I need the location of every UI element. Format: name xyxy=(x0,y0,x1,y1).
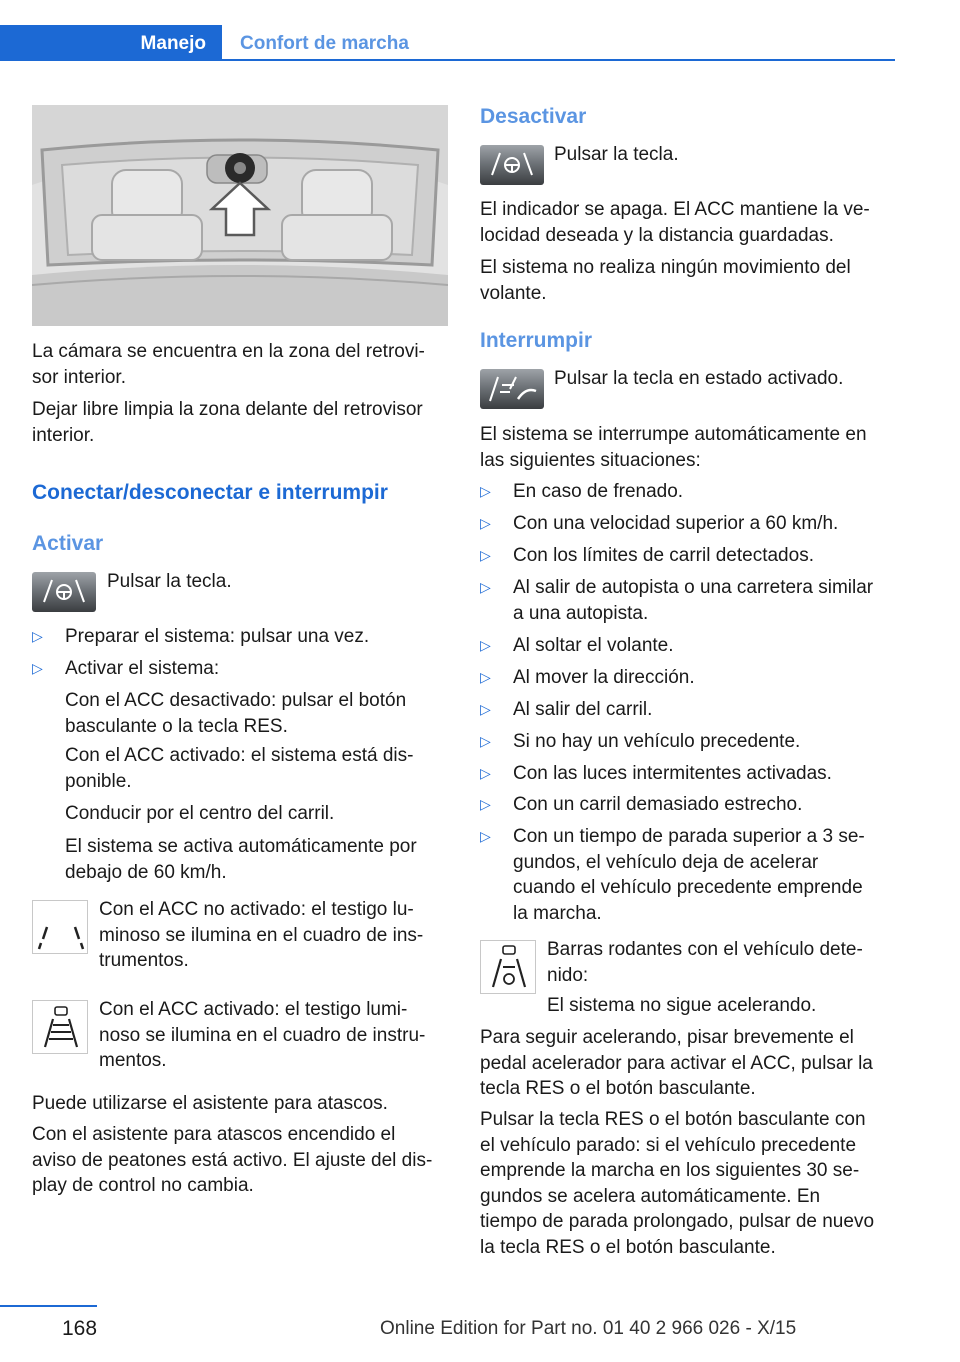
bullet-triangle-icon: ▷ xyxy=(480,701,491,717)
indicator-not-active-text: Con el ACC no activado: el testigo lu- minoso se ilumina en el cuadro de ins- trumentos. xyxy=(99,899,424,971)
header-rule xyxy=(0,59,895,61)
sub-paragraph: Conducir por el centro del carril. xyxy=(65,803,335,824)
sub-paragraph: Con el ACC activado: el sistema está dis- ponible. xyxy=(65,745,414,792)
page-number: 168 xyxy=(62,1317,98,1340)
bullet-triangle-icon: ▷ xyxy=(32,660,43,676)
sub-paragraph: El sistema se activa automáticamente por debajo de 60 km/h. xyxy=(65,836,417,883)
bullet-triangle-icon: ▷ xyxy=(480,547,491,563)
bullet-triangle-icon: ▷ xyxy=(480,637,491,653)
indicator-stopped-text: Barras rodantes con el vehículo dete- nido: xyxy=(547,939,863,986)
section-heading: Conectar/desconectar e interrumpir xyxy=(32,481,388,504)
activar-press-key: Pulsar la tecla. xyxy=(107,571,232,592)
tab-confort-de-marcha[interactable]: Confort de marcha xyxy=(240,33,409,54)
sub-paragraph: Con el ACC desactivado: pulsar el botón basculante o la tecla RES. xyxy=(65,690,407,737)
paragraph: Para seguir acelerando, pisar brevemente el pedal acelerador para activar el ACC, pulsar la tecla RES o el botón basculante. xyxy=(480,1027,873,1099)
footer-rule xyxy=(0,1305,97,1307)
camera-instruction: Dejar libre limpia la zona delante del retrovisor interior. xyxy=(32,399,423,446)
paragraph: El indicador se apaga. El ACC mantiene la ve- locidad deseada y la distancia guardadas. xyxy=(480,199,870,246)
indicator-active-text: Con el ACC activado: el testigo lumi- noso se ilumina en el cuadro de instru- mentos. xyxy=(99,999,426,1071)
paragraph: Pulsar la tecla RES o el botón basculante con el vehículo parado: si el vehículo precedente emprende la marcha en los siguientes 30 se- gundos se acelera automáticamente. En tiempo de parada prolongado, pulsar de nuevo la tecla RES o el botón basculante. xyxy=(480,1109,875,1258)
bullet-triangle-icon: ▷ xyxy=(480,828,491,844)
lane-lines-indicator-icon xyxy=(32,900,88,954)
bullet-triangle-icon: ▷ xyxy=(480,765,491,781)
paragraph: Con el asistente para atascos encendido el aviso de peatones está activo. El ajuste del dis- play de control no cambia. xyxy=(32,1124,433,1196)
lane-interrupt-key-icon xyxy=(480,369,544,409)
bullet-triangle-icon: ▷ xyxy=(480,669,491,685)
bullet-triangle-icon: ▷ xyxy=(480,515,491,531)
rear-window-camera-photo xyxy=(32,105,448,326)
lane-vehicle-indicator-icon xyxy=(480,940,536,994)
paragraph: El sistema no realiza ningún movimiento del volante. xyxy=(480,257,851,304)
lane-assist-key-icon xyxy=(32,572,96,612)
interrumpir-press-key: Pulsar la tecla en estado activado. xyxy=(554,368,844,389)
paragraph: El sistema se interrumpe automáticamente en las siguientes situaciones: xyxy=(480,424,867,471)
tab-manejo[interactable] xyxy=(0,25,222,61)
bullet-triangle-icon: ▷ xyxy=(480,796,491,812)
edition-note: Online Edition for Part no. 01 40 2 966 026 - X/15 xyxy=(380,1318,797,1339)
bullet-triangle-icon: ▷ xyxy=(480,483,491,499)
subheading-desactivar: Desactivar xyxy=(480,105,587,128)
subheading-activar: Activar xyxy=(32,532,104,555)
tab-manejo-label: Manejo xyxy=(140,33,206,54)
lane-assist-key-icon xyxy=(480,145,544,185)
indicator-stopped-note: El sistema no sigue acelerando. xyxy=(547,995,817,1016)
bullet-triangle-icon: ▷ xyxy=(32,628,43,644)
paragraph: Puede utilizarse el asistente para atascos. xyxy=(32,1093,388,1114)
lane-vehicle-indicator-icon xyxy=(32,1000,88,1054)
desactivar-press-key: Pulsar la tecla. xyxy=(554,144,679,165)
bullet-triangle-icon: ▷ xyxy=(480,579,491,595)
subheading-interrumpir: Interrumpir xyxy=(480,329,593,352)
bullet-triangle-icon: ▷ xyxy=(480,733,491,749)
camera-caption: La cámara se encuentra en la zona del retrovi- sor interior. xyxy=(32,341,425,388)
